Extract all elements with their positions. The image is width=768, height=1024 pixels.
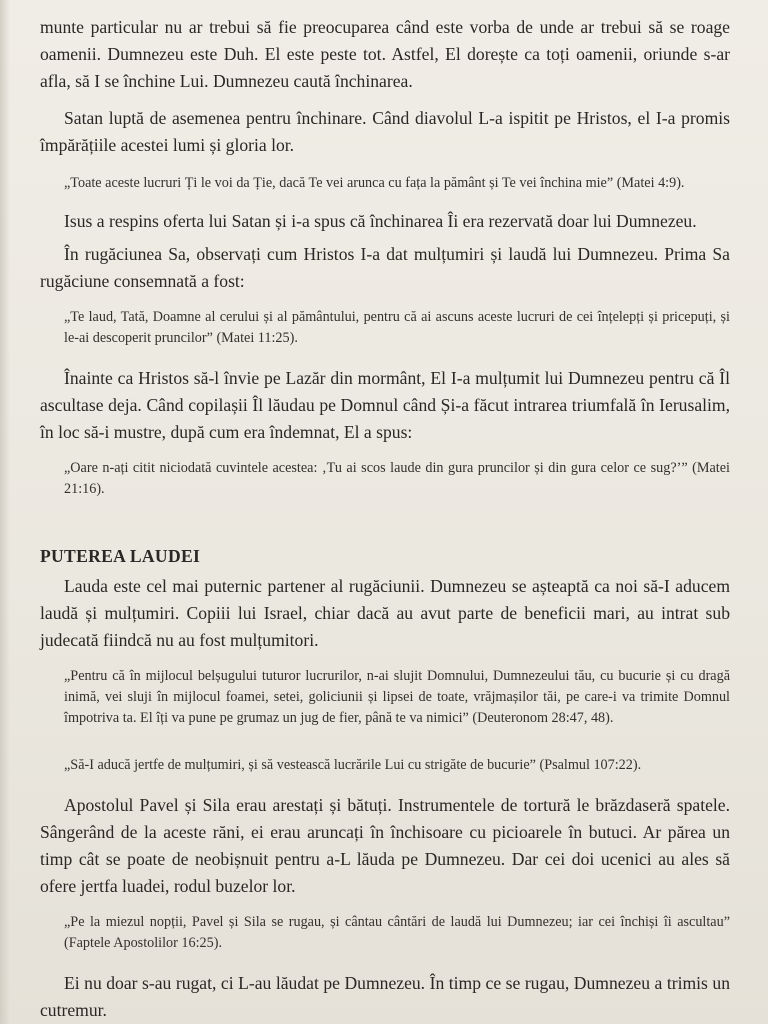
body-paragraph: Isus a respins oferta lui Satan și i-a spus că închinarea Îi era rezervată doar lui Dumnezeu. [64, 211, 697, 231]
scripture-quote: „Pentru că în mijlocul belșugului tuturor lucrurilor, n-ai slujit Domnului, Dumnezeului tău, cu bucurie și cu dragă inimă, vei sluji în mijlocul foamei, setei, goliciunii și lipsei de toate, vrăjmașilor tăi, pe care-i va trimite Domnul împotriva ta. El îți va pune pe grumaz un jug de fier, până te va nimici” (Deuteronom 28:47, 48). [64, 668, 730, 726]
body-paragraph: Apostolul Pavel și Sila erau arestați și bătuți. Instrumentele de tortură le brăzdaseră spatele. Sângerând de la aceste răni, ei erau aruncați în închisoare cu picioarele în butuci. Ar părea un timp cât se poate de neobișnuit pentru a-L lăuda pe Dumnezeu. Dar cei doi ucenici au ales să ofere jertfa luadei, rodul buzelor lor. [40, 795, 730, 896]
body-paragraph: munte particular nu ar trebui să fie preocuparea când este vorba de unde ar trebui să se roage oamenii. Dumnezeu este Duh. El este peste tot. Astfel, El dorește ca toți oamenii, oriunde s-ar afla, să I se închine Lui. Dumnezeu caută închinarea. [40, 17, 730, 91]
page-content [40, 14, 730, 1024]
body-paragraph: Satan luptă de asemenea pentru închinare. Când diavolul L-a ispitit pe Hristos, el I-a promis împărățiile acestei lumi și gloria lor. [40, 108, 730, 155]
scripture-quote: „Toate aceste lucruri Ți le voi da Ție, dacă Te vei arunca cu fața la pământ și Te vei închina mie” (Matei 4:9). [64, 175, 685, 191]
body-paragraph: Înainte ca Hristos să-l învie pe Lazăr din mormânt, El I-a mulțumit lui Dumnezeu pentru că Îl ascultase deja. Când copilașii Îl lăudau pe Domnul când Și-a făcut intrarea triumfală în Ierusalim, în loc să-i mustre, după cum era îndemnat, El a spus: [40, 368, 730, 442]
scripture-quote: „Să-I aducă jertfe de mulțumiri, și să vestească lucrările Lui cu strigăte de bucurie” (Psalmul 107:22). [64, 757, 642, 773]
scripture-quote: „Pe la miezul nopții, Pavel și Sila se rugau, și cântau cântări de laudă lui Dumnezeu; iar cei închiși îi ascultau” (Faptele Apostolilor 16:25). [64, 914, 730, 951]
scripture-quote: „Te laud, Tată, Doamne al cerului și al pământului, pentru că ai ascuns aceste lucruri de cei înțelepți și pricepuți, și le-ai descoperit pruncilor” (Matei 11:25). [64, 309, 730, 346]
scripture-quote: „Oare n-ați citit niciodată cuvintele acestea: ‚Tu ai scos laude din gura pruncilor și din gura celor ce sug?’” (Matei 21:16). [64, 460, 730, 497]
body-paragraph: Ei nu doar s-au rugat, ci L-au lăudat pe Dumnezeu. În timp ce se rugau, Dumnezeu a trimis un cutremur. [40, 973, 730, 1020]
section-heading: PUTEREA LAUDEI [40, 546, 201, 566]
body-paragraph: Lauda este cel mai puternic partener al rugăciunii. Dumnezeu se așteaptă ca noi să-I aducem laudă și mulțumiri. Copiii lui Israel, chiar dacă au avut parte de beneficii mari, au intrat sub judecată fiindcă nu au fost mulțumitori. [40, 576, 730, 650]
body-paragraph: În rugăciunea Sa, observați cum Hristos I-a dat mulțumiri și laudă lui Dumnezeu. Prima Sa rugăciune consemnată a fost: [40, 244, 730, 291]
